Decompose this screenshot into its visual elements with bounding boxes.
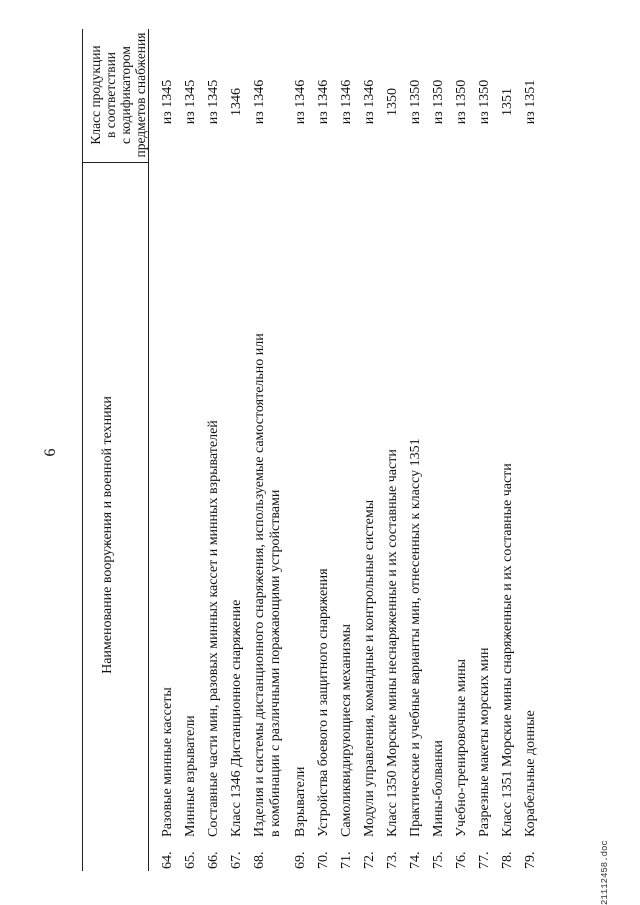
table-row-name: Класс 1346 Дистанционное снаряжение xyxy=(229,599,244,837)
table-row-number: 72. xyxy=(362,851,377,869)
table-row-name: Модули управления, командные и контрольные системы xyxy=(362,499,377,837)
table-row-number: 77. xyxy=(477,851,492,869)
table-row-class: 1346 xyxy=(229,88,244,116)
table-row-class: 1351 xyxy=(500,88,515,116)
table-row-name: Изделия и системы дистанционного снаряжения, используемые самостоятельно или в комбинации с различными поражающими устройствами xyxy=(252,333,283,837)
table-row-name: Минные взрыватели xyxy=(183,715,198,837)
table-row-class: из 1345 xyxy=(206,79,221,125)
table-row-name: Устройства боевого и защитного снаряжения xyxy=(316,568,331,837)
column-header-class: Класс продукции в соответствии с кодификатором предметов снабжения xyxy=(88,32,148,158)
table-row-name: Класс 1351 Морские мины снаряженные и их составные части xyxy=(500,463,515,837)
column-header-name: Наименование вооружения и военной техники xyxy=(100,396,115,674)
table-row-class: из 1345 xyxy=(160,79,175,125)
table-row-number: 65. xyxy=(183,851,198,869)
table-row-name: Мины-болванки xyxy=(431,740,446,837)
table-row-class: из 1351 xyxy=(523,79,538,125)
table-row-class: 1350 xyxy=(385,88,400,116)
table-row-name: Разрезные макеты морских мин xyxy=(477,647,492,837)
table-top-rule xyxy=(82,29,83,871)
table-row-name: Корабельные донные xyxy=(523,710,538,837)
table-row-name: Разовые минные кассеты xyxy=(160,687,175,837)
table-row-number: 78. xyxy=(500,851,515,869)
table-row-name: Учебно-тренировочные мины xyxy=(454,659,469,837)
table-row-class: из 1350 xyxy=(431,79,446,125)
table-row-class: из 1346 xyxy=(293,79,308,125)
table-row-name: Самоликвидирующиеся механизмы xyxy=(339,624,354,837)
table-row-class: из 1346 xyxy=(339,79,354,125)
table-bottom-rule xyxy=(148,29,149,871)
table-row-number: 64. xyxy=(160,851,175,869)
table-row-name: Класс 1350 Морские мины неснаряженные и их составные части xyxy=(385,449,400,837)
table-row-number: 67. xyxy=(229,851,244,869)
table-row-name: Взрыватели xyxy=(293,766,308,837)
table-row-number: 70. xyxy=(316,851,331,869)
table-row-class: из 1350 xyxy=(477,79,492,125)
table-row-number: 74. xyxy=(408,851,423,869)
table-row-number: 68. xyxy=(252,851,267,869)
table-row-number: 66. xyxy=(206,851,221,869)
table-row-number: 76. xyxy=(454,851,469,869)
table-row-class: из 1346 xyxy=(362,79,377,125)
column-divider xyxy=(82,162,148,163)
table-row-number: 79. xyxy=(523,851,538,869)
table-row-class: из 1350 xyxy=(408,79,423,125)
table-row-number: 73. xyxy=(385,851,400,869)
table-row-number: 69. xyxy=(293,851,308,869)
document-id: 21112458.doc xyxy=(600,840,610,905)
table-row-number: 75. xyxy=(431,851,446,869)
page-number: 6 xyxy=(42,448,59,457)
table-row-name: Составные части мин, разовых минных кассет и минных взрывателей xyxy=(206,420,221,837)
table-row-class: из 1350 xyxy=(454,79,469,125)
table-row-class: из 1346 xyxy=(252,79,267,125)
table-row-class: из 1345 xyxy=(183,79,198,125)
table-row-name: Практические и учебные варианты мин, отнесенных к классу 1351 xyxy=(408,438,423,837)
table-row-number: 71. xyxy=(339,851,354,869)
table-row-class: из 1346 xyxy=(316,79,331,125)
